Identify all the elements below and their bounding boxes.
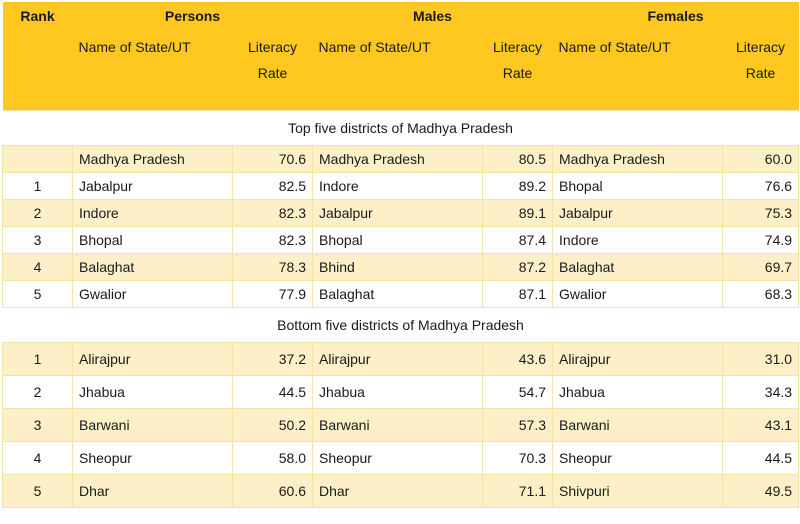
- persons-name-cell: Bhopal: [73, 227, 233, 254]
- males-name-header: Name of State/UT: [318, 39, 431, 55]
- females-name-cell: Madhya Pradesh: [553, 146, 723, 173]
- persons-name-cell: Jhabua: [73, 376, 233, 409]
- persons-name-header: Name of State/UT: [78, 39, 191, 55]
- persons-rate-cell: 77.9: [233, 281, 313, 308]
- bottom-section-title-row: [3, 308, 799, 343]
- table-row: [3, 227, 799, 254]
- females-rate-cell: 43.1: [723, 409, 799, 442]
- females-rate-cell: 68.3: [723, 281, 799, 308]
- males-rate-cell: 54.7: [483, 376, 553, 409]
- females-name-cell: Balaghat: [553, 254, 723, 281]
- males-name-cell: Bhopal: [313, 227, 483, 254]
- females-name-cell: Indore: [553, 227, 723, 254]
- bottom-section-title: Bottom five districts of Madhya Pradesh: [3, 308, 799, 343]
- rank-cell: 5: [3, 281, 73, 308]
- persons-rate-cell: 70.6: [233, 146, 313, 173]
- top-section-title-row: [3, 111, 799, 146]
- table-row: [3, 281, 799, 308]
- persons-name-cell: Balaghat: [73, 254, 233, 281]
- males-rate-cell: 70.3: [483, 442, 553, 475]
- rank-cell: 3: [3, 227, 73, 254]
- persons-name-cell: Jabalpur: [73, 173, 233, 200]
- males-rate-cell: 80.5: [483, 146, 553, 173]
- persons-rate-cell: 78.3: [233, 254, 313, 281]
- males-rate-cell: 87.2: [483, 254, 553, 281]
- rank-cell: 3: [3, 409, 73, 442]
- females-name-cell: Shivpuri: [553, 475, 723, 508]
- persons-name-cell: Sheopur: [73, 442, 233, 475]
- males-name-cell: Bhind: [313, 254, 483, 281]
- females-name-cell: Gwalior: [553, 281, 723, 308]
- rate-header-line1: Literacy: [247, 39, 298, 55]
- persons-name-cell: Madhya Pradesh: [73, 146, 233, 173]
- literacy-table-container: [2, 2, 798, 520]
- males-rate-header: [483, 30, 553, 111]
- persons-name-cell: Indore: [73, 200, 233, 227]
- table-row: [3, 200, 799, 227]
- males-name-cell: Sheopur: [313, 442, 483, 475]
- females-rate-cell: 34.3: [723, 376, 799, 409]
- males-rate-cell: 71.1: [483, 475, 553, 508]
- rate-header-line2: Rate: [257, 65, 288, 81]
- males-name-cell: Jabalpur: [313, 200, 483, 227]
- table-row: [3, 173, 799, 200]
- persons-rate-cell: 60.6: [233, 475, 313, 508]
- table-row: [3, 409, 799, 442]
- persons-rate-cell: 82.5: [233, 173, 313, 200]
- rank-cell: 4: [3, 442, 73, 475]
- females-rate-cell: 44.5: [723, 442, 799, 475]
- males-header: Males: [413, 8, 452, 24]
- rank-cell: 1: [3, 173, 73, 200]
- females-header: Females: [647, 8, 704, 24]
- persons-rate-cell: 82.3: [233, 200, 313, 227]
- persons-name-cell: Gwalior: [73, 281, 233, 308]
- males-name-cell: Alirajpur: [313, 343, 483, 376]
- persons-name-cell: Dhar: [73, 475, 233, 508]
- females-rate-cell: 76.6: [723, 173, 799, 200]
- females-rate-cell: 49.5: [723, 475, 799, 508]
- persons-rate-cell: 44.5: [233, 376, 313, 409]
- males-rate-cell: 87.1: [483, 281, 553, 308]
- females-rate-cell: 60.0: [723, 146, 799, 173]
- table-row: [3, 475, 799, 508]
- persons-rate-cell: 82.3: [233, 227, 313, 254]
- persons-header: Persons: [164, 8, 221, 24]
- females-name-header: Name of State/UT: [558, 39, 671, 55]
- males-rate-cell: 87.4: [483, 227, 553, 254]
- rank-cell: 5: [3, 475, 73, 508]
- females-name-cell: Bhopal: [553, 173, 723, 200]
- males-name-cell: Dhar: [313, 475, 483, 508]
- rank-cell: 4: [3, 254, 73, 281]
- header-row-columns: [3, 30, 799, 111]
- rank-cell: 2: [3, 376, 73, 409]
- males-name-cell: Barwani: [313, 409, 483, 442]
- males-rate-cell: 43.6: [483, 343, 553, 376]
- table-row: [3, 376, 799, 409]
- persons-rate-cell: 58.0: [233, 442, 313, 475]
- rate-header-line2: Rate: [745, 65, 776, 81]
- top-section-title: Top five districts of Madhya Pradesh: [3, 111, 799, 146]
- females-name-cell: Alirajpur: [553, 343, 723, 376]
- rate-header-line1: Literacy: [736, 39, 786, 55]
- rate-header-line1: Literacy: [492, 39, 543, 55]
- persons-name-cell: Barwani: [73, 409, 233, 442]
- literacy-table: [2, 2, 799, 508]
- males-rate-cell: 89.1: [483, 200, 553, 227]
- females-rate-cell: 31.0: [723, 343, 799, 376]
- females-rate-header: [723, 30, 799, 111]
- table-row: [3, 442, 799, 475]
- males-name-cell: Madhya Pradesh: [313, 146, 483, 173]
- females-name-cell: Jabalpur: [553, 200, 723, 227]
- females-rate-cell: 74.9: [723, 227, 799, 254]
- rank-subheader-empty: [3, 30, 73, 111]
- rank-cell: 2: [3, 200, 73, 227]
- persons-rate-cell: 37.2: [233, 343, 313, 376]
- table-row: [3, 343, 799, 376]
- table-row: [3, 146, 799, 173]
- rate-header-line2: Rate: [502, 65, 533, 81]
- males-rate-cell: 89.2: [483, 173, 553, 200]
- males-rate-cell: 57.3: [483, 409, 553, 442]
- persons-rate-header: [233, 30, 313, 111]
- persons-rate-cell: 50.2: [233, 409, 313, 442]
- header-row-groups: [3, 2, 799, 30]
- females-name-cell: Sheopur: [553, 442, 723, 475]
- males-name-cell: Indore: [313, 173, 483, 200]
- rank-header: Rank: [20, 8, 55, 24]
- females-name-cell: Barwani: [553, 409, 723, 442]
- females-rate-cell: 69.7: [723, 254, 799, 281]
- rank-cell: [3, 146, 73, 173]
- females-name-cell: Jhabua: [553, 376, 723, 409]
- males-name-cell: Balaghat: [313, 281, 483, 308]
- persons-name-cell: Alirajpur: [73, 343, 233, 376]
- females-rate-cell: 75.3: [723, 200, 799, 227]
- rank-cell: 1: [3, 343, 73, 376]
- table-row: [3, 254, 799, 281]
- males-name-cell: Jhabua: [313, 376, 483, 409]
